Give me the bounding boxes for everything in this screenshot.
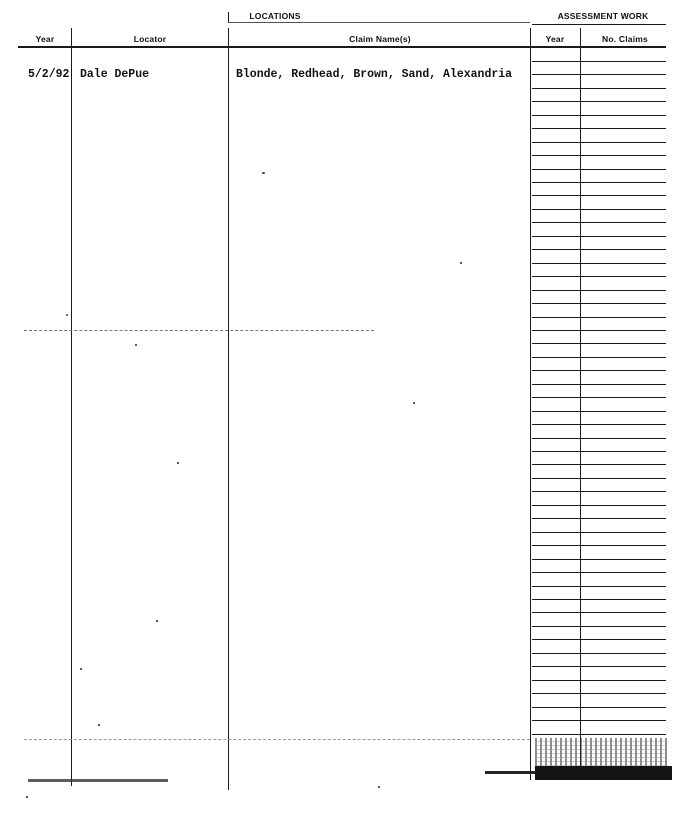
col-claim-names-label: Claim Name(s) (349, 34, 411, 44)
assessment-rule-line (532, 236, 666, 237)
section-dashed-rule (24, 330, 374, 331)
assessment-rule-line (532, 599, 666, 600)
speck (460, 262, 462, 264)
assessment-rule-line (532, 276, 666, 277)
assessment-rule-line (532, 343, 666, 344)
assessment-rule-line (532, 518, 666, 519)
entry-year: 5/2/92 (28, 68, 70, 81)
speck (156, 620, 158, 622)
scan-smudge-bottom-right (535, 766, 672, 780)
assessment-rule-line (532, 115, 666, 116)
assessment-rule-line (532, 370, 666, 371)
assessment-rule-line (532, 707, 666, 708)
assessment-rule-line (532, 586, 666, 587)
speck (80, 668, 82, 670)
entry-locator: Dale DePue (80, 68, 150, 81)
speck (262, 172, 265, 174)
assessment-rule-line (532, 505, 666, 506)
assessment-rule-line (532, 464, 666, 465)
assessment-rule-line (532, 666, 666, 667)
scan-smudge-bottom-left (28, 779, 168, 782)
assessment-rule-line (532, 209, 666, 210)
col-no-claims-label: No. Claims (602, 34, 648, 44)
assessment-rule-line (532, 142, 666, 143)
assessment-rule-line (532, 182, 666, 183)
lower-dashed-rule (24, 739, 530, 740)
speck (378, 786, 380, 788)
speck (413, 402, 415, 404)
assessment-rule-line (532, 451, 666, 452)
assessment-rule-line (532, 438, 666, 439)
assessment-rule-line (532, 612, 666, 613)
assessment-rule-line (532, 653, 666, 654)
speck (98, 724, 100, 726)
assessment-rule-line (532, 303, 666, 304)
assessment-rule-line (532, 734, 666, 735)
col-locator-label: Locator (133, 34, 167, 44)
speck (135, 344, 137, 346)
assessment-rule-line (532, 639, 666, 640)
assessment-rule-line (532, 155, 666, 156)
assessment-rule-line (532, 61, 666, 62)
entry-row (0, 68, 530, 84)
assessment-rule-line (532, 680, 666, 681)
assessment-rule-line (532, 693, 666, 694)
speck (177, 462, 179, 464)
assessment-rule-line (532, 572, 666, 573)
assessment-rule-line (532, 384, 666, 385)
scan-smudge-noise (535, 738, 667, 766)
speck (66, 314, 68, 316)
col-assess-year-label: Year (545, 34, 565, 44)
assessment-rule-line (532, 169, 666, 170)
assessment-rule-line (532, 290, 666, 291)
assessment-rule-line (532, 222, 666, 223)
assessment-rule-line (532, 491, 666, 492)
scan-smudge-bottom-mid (485, 771, 535, 774)
assessment-rule-line (532, 411, 666, 412)
assessment-rule-line (532, 317, 666, 318)
assessment-rule-line (532, 88, 666, 89)
assessment-rule-line (532, 195, 666, 196)
assessment-rule-line (532, 424, 666, 425)
assessment-rule-line (532, 357, 666, 358)
assessment-work-header: ASSESSMENT WORK (557, 11, 649, 21)
col-year-label: Year (35, 34, 55, 44)
assessment-rule-line (532, 559, 666, 560)
assessment-rule-line (532, 101, 666, 102)
assessment-rule-line (532, 128, 666, 129)
assessment-rule-line (532, 532, 666, 533)
assessment-rule-line (532, 249, 666, 250)
locations-header: LOCATIONS (249, 11, 301, 21)
speck (26, 796, 28, 798)
assessment-rule-line (532, 74, 666, 75)
assessment-rule-line (532, 626, 666, 627)
assessment-rule-line (532, 330, 666, 331)
assessment-rule-line (532, 397, 666, 398)
entry-claim-names: Blonde, Redhead, Brown, Sand, Alexandria (236, 68, 513, 81)
assessment-rule-line (532, 263, 666, 264)
assessment-rule-line (532, 478, 666, 479)
assessment-rule-line (532, 720, 666, 721)
assessment-rule-line (532, 545, 666, 546)
